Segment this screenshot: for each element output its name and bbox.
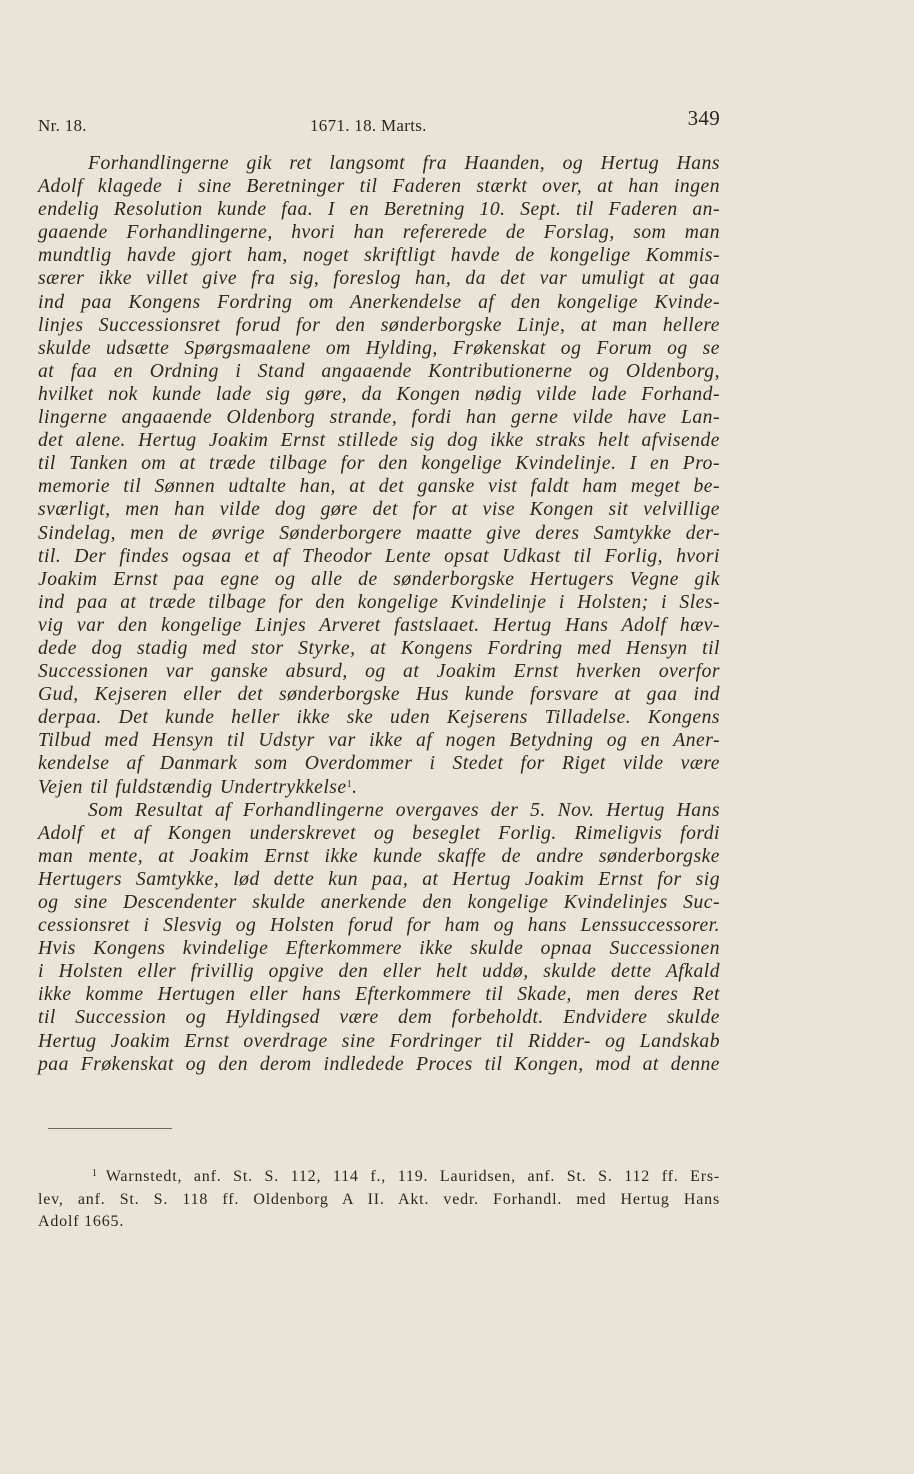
text-line (38, 221, 720, 244)
text-line (38, 314, 720, 337)
line-text: til Tanken om at træde tilbage for den kongelige Kvindelinje. I en Pro- (38, 453, 720, 475)
footnote-divider (48, 1128, 172, 1129)
line-text: og sine Descendenter skulde anerkende den kongelige Kvindelinjes Suc- (38, 892, 720, 913)
line-text: i Holsten eller frivillig opgive den eller helt uddø, skulde dette Afkald (38, 961, 720, 983)
text-line (38, 683, 720, 706)
document-number: Nr. 18. (38, 116, 87, 135)
running-header (38, 106, 720, 136)
line-text: det alene. Hertug Joakim Ernst stillede sig dog ikke straks helt afvisende (38, 430, 720, 452)
line-text: hvilket nok kunde lade sig gøre, da Kongen nødig vilde lade Forhand- (38, 383, 720, 405)
line-text: Hvis Kongens kvindelige Efterkommere ikke skulde opnaa Successionen (38, 938, 720, 960)
text-line (38, 198, 720, 221)
line-text: Forhandlingerne gik ret langsomt fra Haanden, og Hertug Hans (88, 153, 720, 174)
line-text: til Succession og Hyldingsed være dem forbeholdt. Endvidere skulde (38, 1007, 720, 1029)
line-text: Adolf klagede i sine Beretninger til Faderen stærkt over, at han ingen (38, 176, 720, 198)
text-line (38, 452, 720, 475)
header-date: 1671. 18. Marts. (310, 116, 427, 135)
main-text (38, 152, 720, 1076)
line-text: Sindelag, men de øvrige Sønderborgere maatte give deres Samtykke der- (38, 522, 720, 544)
line-text: Adolf et af Kongen underskrevet og beseglet Forlig. Rimeligvis fordi (38, 822, 720, 844)
text-line (38, 383, 720, 406)
text-line (38, 752, 720, 775)
text-line (38, 729, 720, 752)
text-line (38, 591, 720, 614)
text-line (38, 498, 720, 521)
line-text: Gud, Kejseren eller det sønderborgske Hus kunde forsvare at gaa ind (38, 684, 720, 706)
footnote-text: Adolf 1665. (38, 1213, 125, 1230)
text-line (38, 868, 720, 891)
text-line (38, 706, 720, 729)
footnote-line (38, 1189, 720, 1212)
line-text: Joakim Ernst paa egne og alle de sønderborgske Hertugers Vegne gik (38, 568, 720, 590)
line-text: ikke komme Hertugen eller hans Efterkommere til Skade, men deres Ret (38, 984, 720, 1006)
line-text: sværligt, men han vilde dog gøre det for at vise Kongen sit velvillige (38, 499, 720, 521)
line-text: Hertug Joakim Ernst overdrage sine Fordringer til Ridder- og Landskab (38, 1030, 720, 1052)
line-text: ind paa at træde tilbage for den kongelige Kvindelinje i Holsten; i Sles- (38, 591, 720, 613)
line-text: Som Resultat af Forhandlingerne overgaves der 5. Nov. Hertug Hans (88, 799, 720, 821)
footnote-line (38, 1211, 720, 1234)
line-text: Hertugers Samtykke, lød dette kun paa, at Hertug Joakim Ernst for sig (38, 868, 720, 890)
text-line (38, 267, 720, 290)
text-line (38, 175, 720, 198)
line-text: skulde udsætte Spørgsmaalene om Hylding, Frøkenskat og Forum og se (38, 337, 720, 359)
line-text: Successionen var ganske absurd, og at Joakim Ernst hverken overfor (38, 661, 720, 683)
text-line (38, 637, 720, 660)
line-text: at faa en Ordning i Stand angaaende Kontributionerne og Oldenborg, (38, 360, 720, 382)
line-text: derpaa. Det kunde heller ikke ske uden Kejserens Tilladelse. Kongens (38, 707, 720, 729)
text-line (38, 337, 720, 360)
text-line (38, 845, 720, 868)
text-line (38, 1030, 720, 1053)
footnote-marker: 1 (92, 1168, 98, 1179)
line-text: Vejen til fuldstændig Undertrykkelse (38, 776, 347, 798)
text-line (38, 799, 720, 822)
line-text: cessionsret i Slesvig og Holsten forud for ham og hans Lenssuccessorer. (38, 915, 720, 937)
text-line (38, 776, 720, 799)
text-line (38, 960, 720, 983)
line-tail: . (352, 776, 358, 798)
line-text: mundtlig havde gjort ham, noget skriftligt havde de kongelige Kommis- (38, 245, 720, 267)
line-text: gaaende Forhandlingerne, hvori han refererede de Forslag, som man (38, 222, 720, 244)
text-line (38, 475, 720, 498)
line-text: vig var den kongelige Linjes Arveret fastslaaet. Hertug Hans Adolf hæv- (38, 614, 720, 636)
text-line (38, 1053, 720, 1076)
text-line (38, 522, 720, 545)
text-line (38, 244, 720, 267)
text-line (38, 152, 720, 175)
line-text: lingerne angaaende Oldenborg strande, fordi han gerne vilde have Lan- (38, 407, 720, 429)
text-line (38, 360, 720, 383)
page-number: 349 (687, 106, 720, 130)
line-text: linjes Successionsret forud for den sønderborgske Linje, at man hellere (38, 314, 720, 336)
text-line (38, 1006, 720, 1029)
text-line (38, 545, 720, 568)
line-text: paa Frøkenskat og den derom indledede Proces til Kongen, mod at denne (38, 1053, 720, 1075)
text-line (38, 983, 720, 1006)
line-text: dede dog stadig med stor Styrke, at Kongens Fordring med Hensyn til (38, 637, 720, 659)
text-line (38, 822, 720, 845)
footnote-text: Warnstedt, anf. St. S. 112, 114 f., 119. Lauridsen, anf. St. S. 112 ff. Ers- (105, 1168, 720, 1185)
footnote-text: lev, anf. St. S. 118 ff. Oldenborg A II. Akt. vedr. Forhandl. med Hertug Hans (38, 1190, 720, 1208)
footnote (38, 1166, 720, 1234)
line-text: memorie til Sønnen udtalte han, at det ganske vist faldt ham meget be- (38, 476, 720, 498)
text-line (38, 660, 720, 683)
text-line (38, 429, 720, 452)
line-text: man mente, at Joakim Ernst ikke kunde skaffe de andre sønderborgske (38, 845, 720, 867)
line-text: kendelse af Danmark som Overdommer i Stedet for Riget vilde være (38, 753, 720, 775)
text-line (38, 937, 720, 960)
footnote-reference: 1 (346, 778, 353, 790)
footnote-line (38, 1166, 720, 1189)
line-text: til. Der findes ogsaa et af Theodor Lente opsat Udkast til Forlig, hvori (38, 545, 720, 567)
text-line (38, 291, 720, 314)
text-line (38, 614, 720, 637)
text-line (38, 406, 720, 429)
text-line (38, 914, 720, 937)
text-line (38, 891, 720, 914)
line-text: endelig Resolution kunde faa. I en Beretning 10. Sept. til Faderen an- (38, 199, 720, 221)
line-text: Tilbud med Hensyn til Udstyr var ikke af nogen Betydning og en Aner- (38, 730, 720, 752)
line-text: ind paa Kongens Fordring om Anerkendelse af den kongelige Kvinde- (38, 291, 720, 313)
line-text: særer ikke villet give fra sig, foreslog han, da det var umuligt at gaa (38, 268, 720, 290)
text-line (38, 568, 720, 591)
